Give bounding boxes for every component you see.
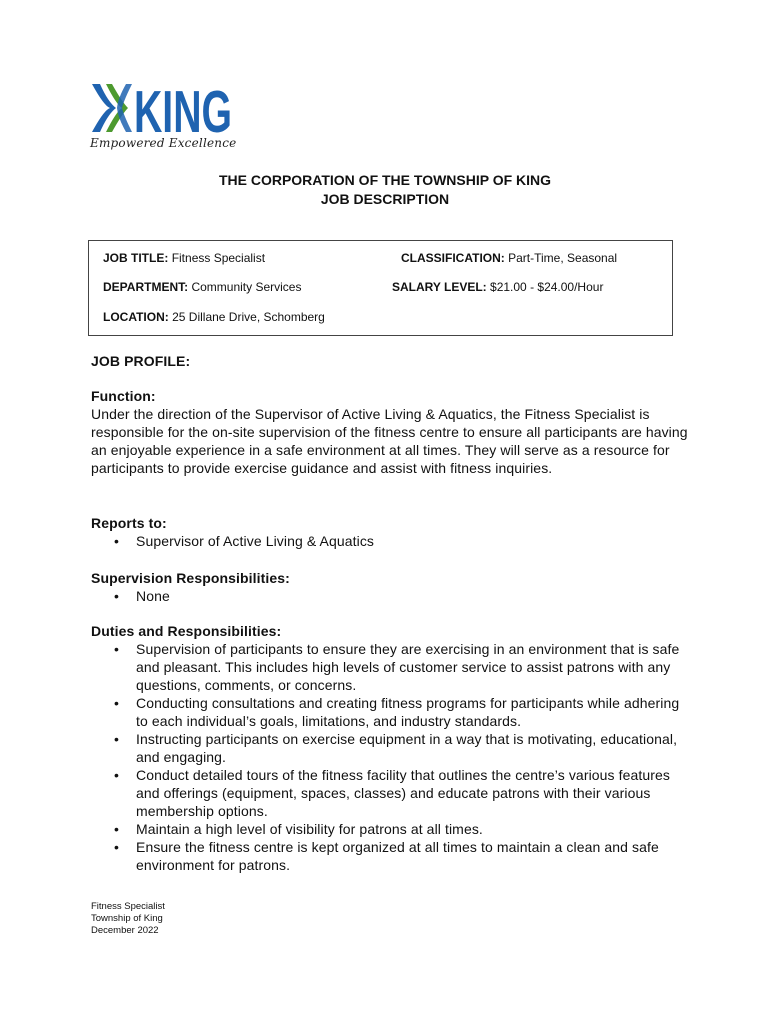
list-item: • Conduct detailed tours of the fitness facility that outlines the centre’s various features and offerings (equipment, spaces, classes) and educate patrons with their various membership options.: [91, 766, 691, 820]
list-item: • Instructing participants on exercise equipment in a way that is motivating, educational, and engaging.: [91, 730, 691, 766]
job-title-value: Fitness Specialist: [171, 251, 266, 265]
classification-field: [401, 251, 617, 265]
logo-wordmark: KING: [134, 79, 232, 138]
document-subtitle: JOB DESCRIPTION: [320, 191, 450, 207]
supervision-list: [91, 587, 691, 605]
footer-line: December 2022: [91, 925, 159, 936]
salary-value: $21.00 - $24.00/Hour: [490, 280, 604, 294]
footer-line: Township of King: [91, 913, 163, 924]
king-logo-mark: [88, 78, 238, 138]
function-heading: Function:: [91, 388, 156, 404]
location-value: 25 Dillane Drive, Schomberg: [172, 310, 325, 324]
footer-line: Fitness Specialist: [91, 901, 165, 912]
list-item: • Conducting consultations and creating fitness programs for participants while adhering to each individual’s goals, limitations, and industry standards.: [91, 694, 691, 730]
classification-value: Part-Time, Seasonal: [508, 251, 618, 265]
reports-section: [91, 514, 691, 550]
list-item: • Ensure the fitness centre is kept organized at all times to maintain a clean and safe environment for patrons.: [91, 838, 691, 874]
location-label: LOCATION:: [103, 310, 169, 324]
duties-section: [91, 622, 691, 874]
department-field: [103, 280, 301, 294]
job-title-label: JOB TITLE:: [103, 251, 169, 265]
department-label: DEPARTMENT:: [103, 280, 189, 294]
list-item: • Supervision of participants to ensure they are exercising in an environment that is safe and pleasant. This includes high levels of customer service to assist patrons with any questions, comments, or concerns.: [91, 640, 691, 694]
list-item: • Supervisor of Active Living & Aquatics: [91, 532, 691, 550]
salary-field: [392, 280, 603, 294]
function-text: Under the direction of the Supervisor of Active Living & Aquatics, the Fitness Specialist is responsible for the on-site supervision of the fitness centre to ensure all participants are having an enjoyable experience in a safe environment at all times. They will serve as a resource for participants to provide exercise guidance and assist with fitness inquiries.: [91, 406, 688, 476]
list-item: • None: [91, 587, 691, 605]
k-mark: [92, 84, 132, 132]
job-profile-heading: JOB PROFILE:: [91, 353, 191, 369]
job-title-field: [103, 251, 265, 265]
duties-heading: Duties and Responsibilities:: [91, 623, 282, 639]
supervision-section: [91, 569, 691, 605]
function-section: [91, 387, 691, 477]
page-footer: [91, 901, 165, 937]
job-info-box: [88, 240, 673, 336]
department-value: Community Services: [191, 280, 302, 294]
salary-label: SALARY LEVEL:: [392, 280, 487, 294]
supervision-heading: Supervision Responsibilities:: [91, 570, 290, 586]
list-item: • Maintain a high level of visibility for patrons at all times.: [91, 820, 691, 838]
reports-heading: Reports to:: [91, 515, 167, 531]
document-title: THE CORPORATION OF THE TOWNSHIP OF KING: [218, 172, 552, 188]
logo-tagline: Empowered Excellence: [90, 136, 237, 150]
location-field: [103, 310, 325, 324]
duties-list: [91, 640, 691, 874]
classification-label: CLASSIFICATION:: [401, 251, 505, 265]
reports-list: [91, 532, 691, 550]
